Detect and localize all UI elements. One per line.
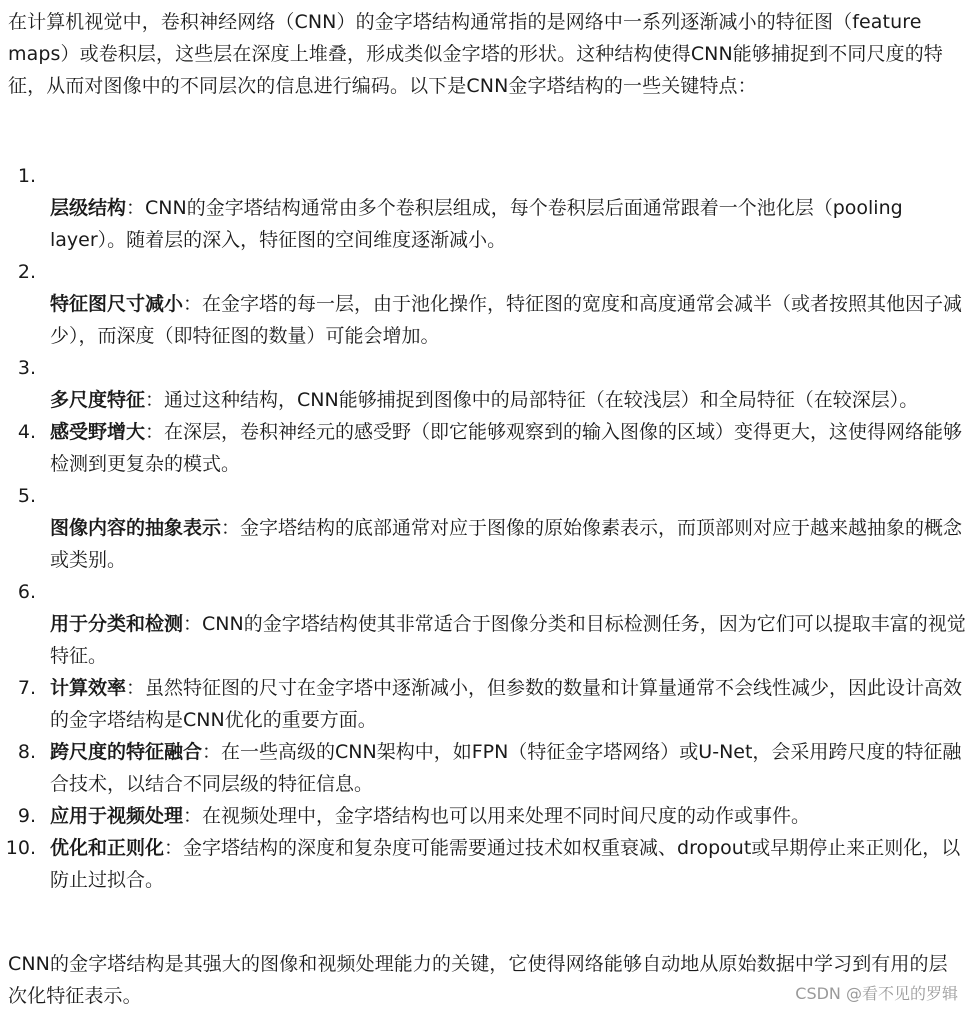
list-text: ：在视频处理中，金字塔结构也可以用来处理不同时间尺度的动作或事件。 bbox=[183, 805, 811, 827]
list-number: 6. bbox=[17, 581, 36, 603]
list-item bbox=[0, 160, 972, 256]
list-term: 优化和正则化 bbox=[50, 837, 165, 859]
list-term: 计算效率 bbox=[50, 677, 127, 699]
list-item bbox=[0, 672, 972, 736]
csdn-watermark: CSDN @看不见的罗辑 bbox=[795, 984, 958, 1003]
list-text: ：在一些高级的CNN架构中，如FPN（特征金字塔网络）或U-Net，会采用跨尺度的特征融合技术，以结合不同层级的特征信息。 bbox=[50, 741, 962, 795]
list-text: ：通过这种结构，CNN能够捕捉到图像中的局部特征（在较浅层）和全局特征（在较深层）。 bbox=[145, 389, 919, 411]
list-item bbox=[0, 800, 972, 832]
list-term: 多尺度特征 bbox=[50, 389, 146, 411]
list-text: ：金字塔结构的深度和复杂度可能需要通过技术如权重衰减、dropout或早期停止来正则化，以防止过拟合。 bbox=[50, 837, 961, 891]
list-term: 图像内容的抽象表示 bbox=[50, 517, 222, 539]
list-number: 3. bbox=[17, 357, 36, 379]
feature-list bbox=[0, 160, 972, 896]
list-term: 用于分类和检测 bbox=[50, 613, 184, 635]
list-item bbox=[0, 832, 972, 896]
list-number: 2. bbox=[17, 261, 36, 283]
list-item bbox=[0, 256, 972, 352]
list-term: 层级结构 bbox=[50, 197, 127, 219]
list-item bbox=[0, 736, 972, 800]
list-term: 跨尺度的特征融合 bbox=[50, 741, 203, 763]
list-item bbox=[0, 480, 972, 576]
list-item bbox=[0, 576, 972, 672]
list-number: 9. bbox=[17, 805, 36, 827]
list-item bbox=[0, 416, 972, 480]
list-term: 感受野增大 bbox=[50, 421, 146, 443]
list-text: ：CNN的金字塔结构通常由多个卷积层组成，每个卷积层后面通常跟着一个池化层（pooling layer）。随着层的深入，特征图的空间维度逐渐减小。 bbox=[50, 197, 903, 251]
outro-paragraph: CNN的金字塔结构是其强大的图像和视频处理能力的关键，它使得网络能够自动地从原始数据中学习到有用的层次化特征表示。 bbox=[8, 953, 948, 1007]
list-term: 应用于视频处理 bbox=[50, 805, 184, 827]
list-number: 10. bbox=[5, 837, 36, 859]
list-number: 5. bbox=[17, 485, 36, 507]
list-text: ：在金字塔的每一层，由于池化操作，特征图的宽度和高度通常会减半（或者按照其他因子减少），而深度（即特征图的数量）可能会增加。 bbox=[50, 293, 963, 347]
list-number: 8. bbox=[17, 741, 36, 763]
list-text: ：金字塔结构的底部通常对应于图像的原始像素表示，而顶部则对应于越来越抽象的概念或类别。 bbox=[50, 517, 963, 571]
list-number: 1. bbox=[17, 165, 36, 187]
list-text: ：虽然特征图的尺寸在金字塔中逐渐减小，但参数的数量和计算量通常不会线性减少，因此设计高效的金字塔结构是CNN优化的重要方面。 bbox=[50, 677, 963, 731]
list-number: 7. bbox=[17, 677, 36, 699]
list-number: 4. bbox=[17, 421, 36, 443]
list-item bbox=[0, 352, 972, 416]
intro-paragraph: 在计算机视觉中，卷积神经网络（CNN）的金字塔结构通常指的是网络中一系列逐渐减小的特征图（feature maps）或卷积层，这些层在深度上堆叠，形成类似金字塔的形状。这种结构使得CNN能够捕捉到不同尺度的特征，从而对图像中的不同层次的信息进行编码。以下是CNN金字塔结构的一些关键特点： bbox=[8, 11, 943, 97]
list-text: ：在深层，卷积神经元的感受野（即它能够观察到的输入图像的区域）变得更大，这使得网络能够检测到更复杂的模式。 bbox=[50, 421, 963, 475]
list-text: ：CNN的金字塔结构使其非常适合于图像分类和目标检测任务，因为它们可以提取丰富的视觉特征。 bbox=[50, 613, 966, 667]
list-term: 特征图尺寸减小 bbox=[50, 293, 184, 315]
